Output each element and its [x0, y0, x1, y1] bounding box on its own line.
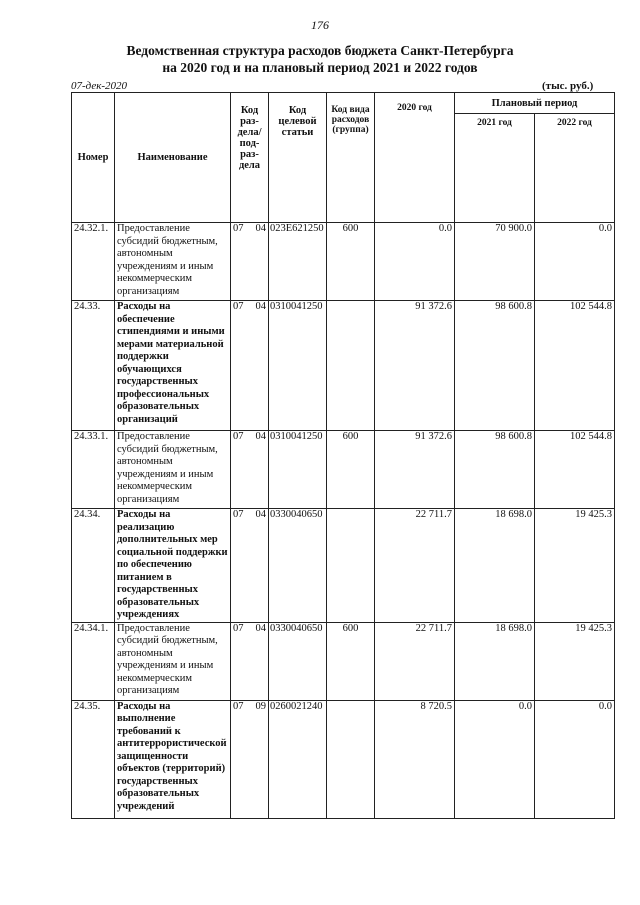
header-2021: 2021 год [455, 114, 535, 223]
row-expense-type: 600 [327, 223, 375, 301]
header-number: Номер [72, 93, 115, 223]
row-value-2022: 0.0 [535, 223, 615, 301]
table-row [72, 700, 615, 818]
header-expense-type: Код вида расходов (группа) [327, 93, 375, 223]
row-number: 24.33.1. [72, 431, 115, 509]
subsection-code: 04 [255, 509, 266, 520]
table-row [72, 431, 615, 509]
row-section-code [231, 223, 269, 301]
document-title [0, 42, 640, 76]
row-value-2020: 91 372.6 [375, 431, 455, 509]
row-number: 24.32.1. [72, 223, 115, 301]
row-expense-type [327, 509, 375, 623]
row-section-code [231, 431, 269, 509]
row-value-2022: 0.0 [535, 700, 615, 818]
section-code: 07 [233, 509, 244, 520]
title-line-2: на 2020 год и на плановый период 2021 и 2022 годов [162, 60, 478, 75]
row-value-2021: 0.0 [455, 700, 535, 818]
subsection-code: 04 [255, 622, 266, 634]
row-number: 24.35. [72, 700, 115, 818]
row-value-2022: 19 425.3 [535, 509, 615, 623]
row-target-code: 0260021240 [269, 700, 327, 818]
row-section-code [231, 301, 269, 431]
document-date: 07-дек-2020 [71, 80, 128, 92]
table-row [72, 622, 615, 700]
table-row [72, 509, 615, 623]
table-row [72, 301, 615, 431]
section-code: 07 [233, 622, 244, 634]
row-expense-type: 600 [327, 431, 375, 509]
header-planned-period: Плановый период [455, 93, 615, 114]
row-expense-type [327, 301, 375, 431]
header-section-code: Код раз-дела/ под-раз-дела [231, 93, 269, 223]
row-name: Расходы на выполнение требований к антитеррористической защищенности объектов (территорий) государственных образовательных учреждений [115, 700, 231, 818]
header-target-code: Код целевой статьи [269, 93, 327, 223]
subsection-code: 04 [255, 431, 266, 442]
row-value-2021: 18 698.0 [455, 509, 535, 623]
row-target-code: 0330040650 [269, 622, 327, 700]
row-value-2022: 19 425.3 [535, 622, 615, 700]
row-value-2021: 70 900.0 [455, 223, 535, 301]
row-section-code [231, 622, 269, 700]
row-value-2021: 98 600.8 [455, 301, 535, 431]
row-value-2020: 8 720.5 [375, 700, 455, 818]
header-2022: 2022 год [535, 114, 615, 223]
row-name: Предоставление субсидий бюджетным, автономным учреждениям и иным некоммерческим организациям [115, 622, 231, 700]
row-section-code [231, 509, 269, 623]
row-name: Предоставление субсидий бюджетным, автономным учреждениям и иным некоммерческим организациям [115, 223, 231, 301]
row-value-2020: 0.0 [375, 223, 455, 301]
row-value-2021: 18 698.0 [455, 622, 535, 700]
row-target-code: 023Е621250 [269, 223, 327, 301]
row-number: 24.34.1. [72, 622, 115, 700]
row-expense-type: 600 [327, 622, 375, 700]
table-row [72, 223, 615, 301]
row-name: Расходы на обеспечение стипендиями и иными мерами материальной поддержки обучающихся государственных профессиональных образовательных организаций [115, 301, 231, 431]
row-value-2021: 98 600.8 [455, 431, 535, 509]
row-expense-type [327, 700, 375, 818]
subsection-code: 04 [255, 301, 266, 312]
row-target-code: 0330040650 [269, 509, 327, 623]
section-code: 07 [233, 700, 244, 712]
row-number: 24.33. [72, 301, 115, 431]
header-name: Наименование [115, 93, 231, 223]
row-name: Предоставление субсидий бюджетным, автономным учреждениям и иным некоммерческим организациям [115, 431, 231, 509]
row-number: 24.34. [72, 509, 115, 623]
row-value-2020: 22 711.7 [375, 509, 455, 623]
row-name: Расходы на реализацию дополнительных мер социальной поддержки по обеспечению питанием в государственных образовательных учреждениях [115, 509, 231, 623]
subsection-code: 04 [255, 223, 266, 234]
section-code: 07 [233, 301, 244, 312]
row-value-2022: 102 544.8 [535, 431, 615, 509]
header-2020: 2020 год [375, 93, 455, 223]
row-value-2020: 22 711.7 [375, 622, 455, 700]
row-section-code [231, 700, 269, 818]
row-target-code: 0310041250 [269, 301, 327, 431]
budget-table [71, 92, 615, 819]
section-code: 07 [233, 431, 244, 442]
row-value-2020: 91 372.6 [375, 301, 455, 431]
table-body [72, 223, 615, 819]
subsection-code: 09 [255, 700, 266, 712]
section-code: 07 [233, 223, 244, 234]
title-line-1: Ведомственная структура расходов бюджета Санкт-Петербурга [126, 43, 514, 58]
row-value-2022: 102 544.8 [535, 301, 615, 431]
page-number: 176 [311, 18, 329, 32]
row-target-code: 0310041250 [269, 431, 327, 509]
units-label: (тыс. руб.) [542, 80, 594, 92]
